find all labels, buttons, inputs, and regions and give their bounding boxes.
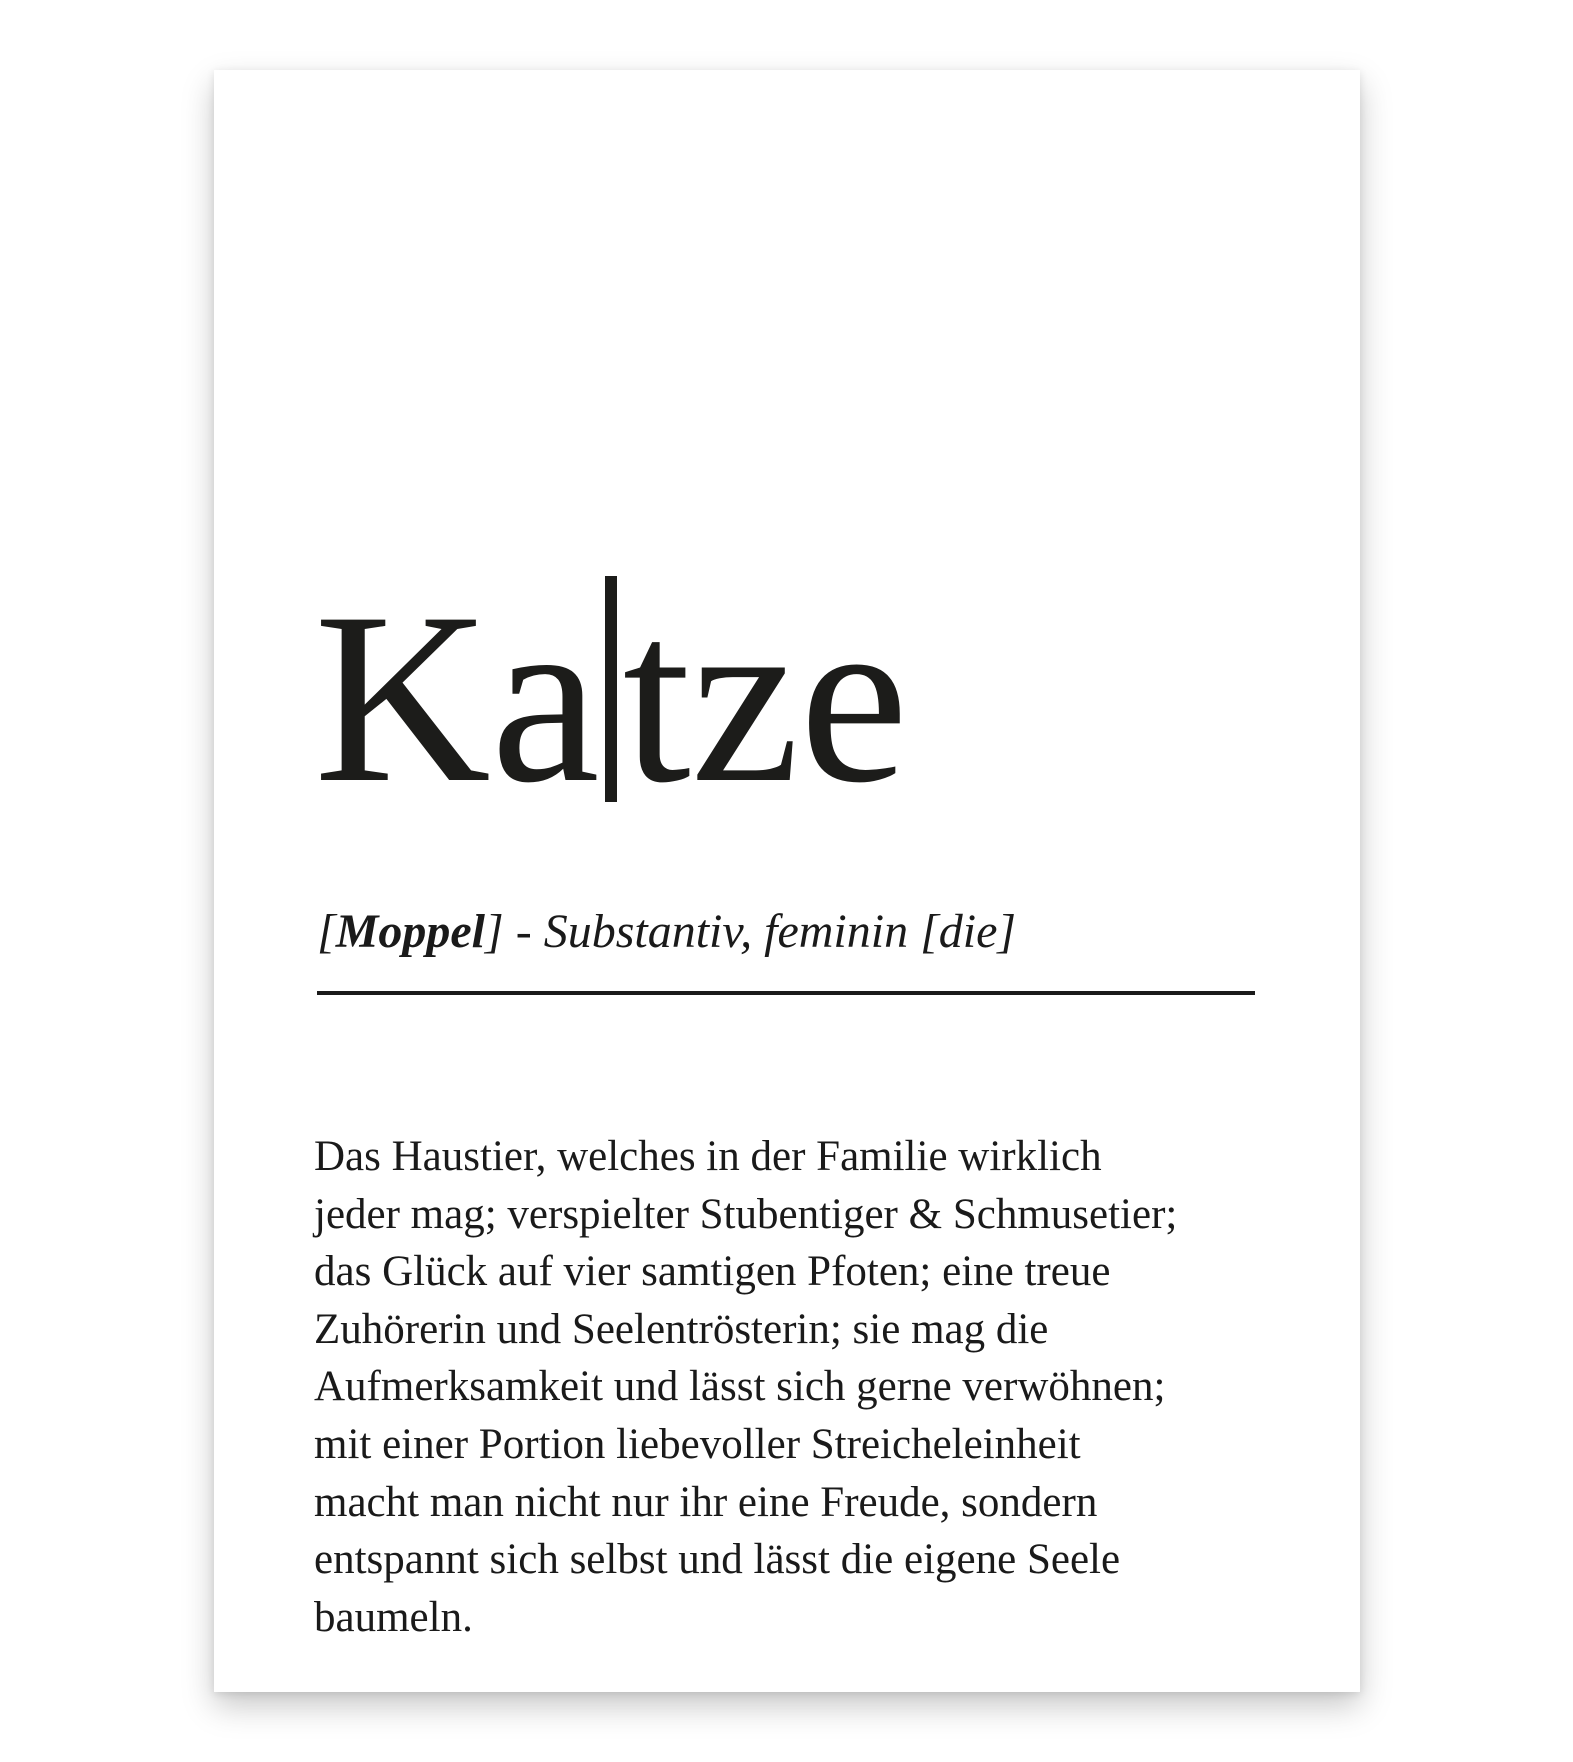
word-class: Substantiv, feminin [die] bbox=[543, 905, 1017, 958]
definition-line: mit einer Portion liebevoller Streicheleinheit bbox=[314, 1420, 1081, 1468]
definition-line: das Glück auf vier samtigen Pfoten; eine treue bbox=[314, 1248, 1111, 1296]
definition-line: baumeln. bbox=[314, 1593, 473, 1641]
headword-syllable-2: tze bbox=[622, 562, 909, 833]
syllable-divider bbox=[605, 576, 617, 802]
definition-line: Das Haustier, welches in der Familie wirklich bbox=[314, 1133, 1102, 1180]
headword-syllable-1: Ka bbox=[314, 562, 600, 833]
definition-line: Zuhörerin und Seelentrösterin; sie mag die bbox=[314, 1305, 1049, 1353]
definition-line: macht man nicht nur ihr eine Freude, sondern bbox=[314, 1478, 1098, 1526]
headword bbox=[314, 562, 1314, 833]
pronunciation: Moppel bbox=[335, 905, 486, 958]
definition-poster bbox=[214, 70, 1360, 1692]
definition-text bbox=[314, 1128, 1304, 1646]
definition-line: jeder mag; verspielter Stubentiger & Schmusetier; bbox=[314, 1190, 1178, 1238]
definition-line: entspannt sich selbst und lässt die eigene Seele bbox=[314, 1536, 1121, 1584]
word-class-line: [Moppel] - Substantiv, feminin [die] bbox=[317, 905, 1017, 958]
divider-rule bbox=[317, 991, 1255, 995]
definition-line: Aufmerksamkeit und lässt sich gerne verwöhnen; bbox=[314, 1363, 1166, 1411]
